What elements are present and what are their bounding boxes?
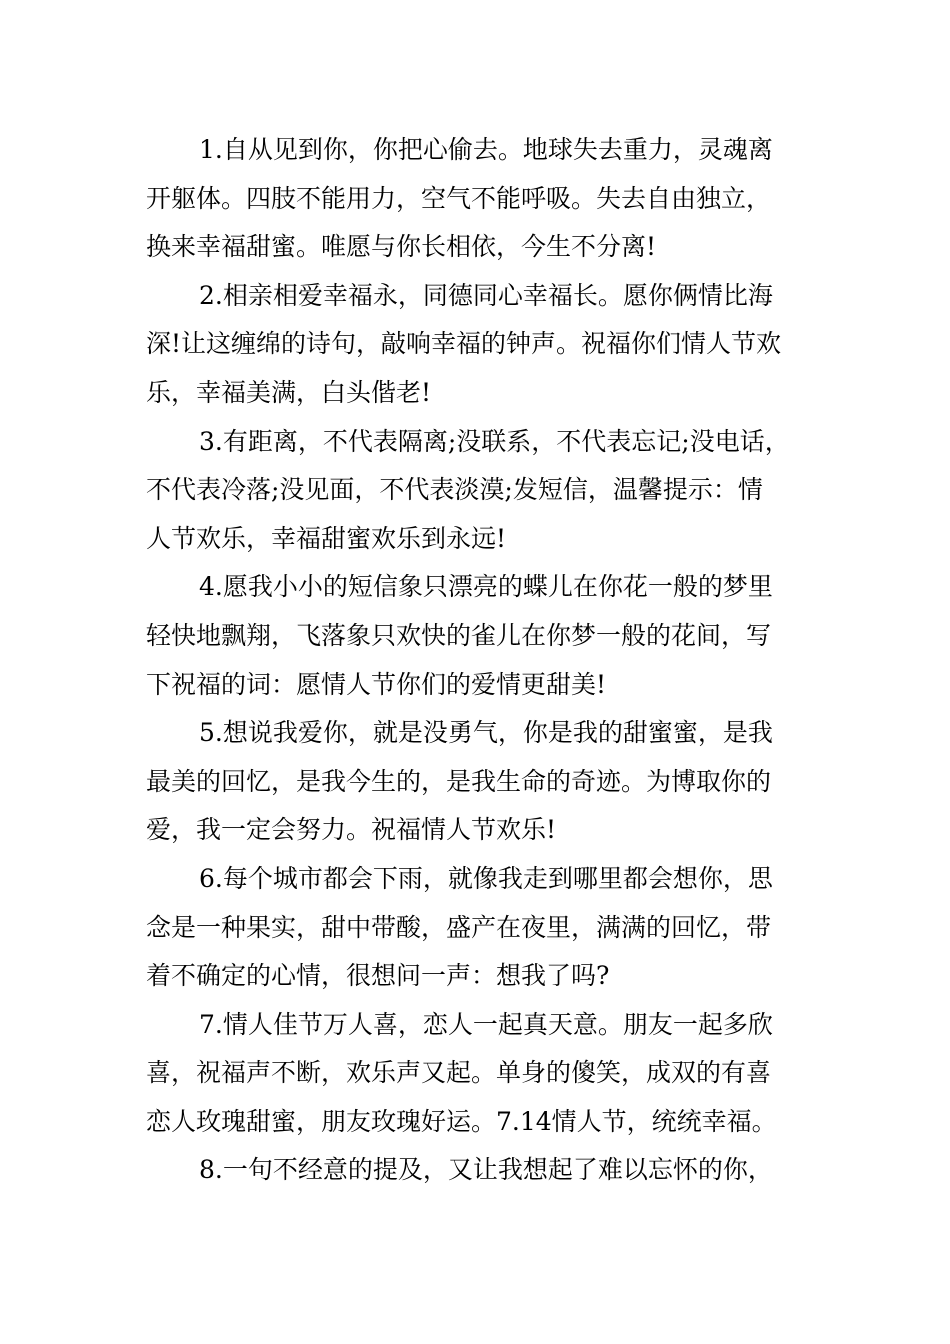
- paragraph-line: 换来幸福甜蜜。唯愿与你长相依，今生不分离!: [146, 232, 657, 262]
- paragraph-line: 6.每个城市都会下雨，就像我走到哪里都会想你，思: [199, 863, 773, 893]
- paragraph-line: 1.自从见到你，你把心偷去。地球失去重力，灵魂离: [199, 135, 773, 164]
- paragraph-line: 恋人玫瑰甜蜜，朋友玫瑰好运。7.14情人节，统统幸福。: [146, 1106, 777, 1136]
- paragraph-line: 3.有距离，不代表隔离;没联系，不代表忘记;没电话，: [199, 426, 790, 456]
- paragraph-line: 最美的回忆，是我今生的，是我生命的奇迹。为博取你的: [146, 766, 772, 796]
- paragraph-line: 2.相亲相爱幸福永，同德同心幸福长。愿你俩情比海: [199, 280, 773, 310]
- paragraph-7: [146, 1001, 818, 1147]
- paragraph-line: 念是一种果实，甜中带酸，盛产在夜里，满满的回忆，带: [146, 912, 772, 942]
- paragraph-line: 轻快地飘翔，飞落象只欢快的雀儿在你梦一般的花间，写: [146, 620, 772, 650]
- document-body: [146, 126, 818, 1195]
- paragraph-line: 不代表冷落;没见面，不代表淡漠;发短信，温馨提示：情: [146, 475, 763, 505]
- paragraph-6: [146, 855, 818, 1001]
- paragraph-line: 乐，幸福美满，白头偕老!: [146, 377, 432, 407]
- paragraph-line: 7.情人佳节万人喜，恋人一起真天意。朋友一起多欣: [199, 1009, 773, 1039]
- paragraph-4: [146, 563, 818, 709]
- paragraph-line: 5.想说我爱你，就是没勇气，你是我的甜蜜蜜，是我: [199, 718, 773, 748]
- paragraph-line: 4.愿我小小的短信象只漂亮的蝶儿在你花一般的梦里: [199, 572, 773, 602]
- paragraph-line: 8.一句不经意的提及，又让我想起了难以忘怀的你，: [199, 1155, 773, 1185]
- paragraph-8: [146, 1146, 818, 1195]
- paragraph-line: 爱，我一定会努力。祝福情人节欢乐!: [146, 815, 557, 845]
- paragraph-line: 着不确定的心情，很想问一声：想我了吗?: [146, 961, 610, 991]
- paragraph-line: 喜，祝福声不断，欢乐声又起。单身的傻笑，成双的有喜: [146, 1058, 772, 1088]
- paragraph-line: 人节欢乐，幸福甜蜜欢乐到永远!: [146, 523, 507, 553]
- paragraph-5: [146, 709, 818, 855]
- paragraph-line: 深!让这缠绵的诗句，敲响幸福的钟声。祝福你们情人节欢: [146, 329, 782, 359]
- paragraph-2: [146, 272, 818, 418]
- paragraph-3: [146, 418, 818, 564]
- paragraph-line: 开躯体。四肢不能用力，空气不能呼吸。失去自由独立，: [146, 183, 772, 213]
- paragraph-1: [146, 126, 818, 272]
- paragraph-line: 下祝福的词：愿情人节你们的爱情更甜美!: [146, 669, 607, 699]
